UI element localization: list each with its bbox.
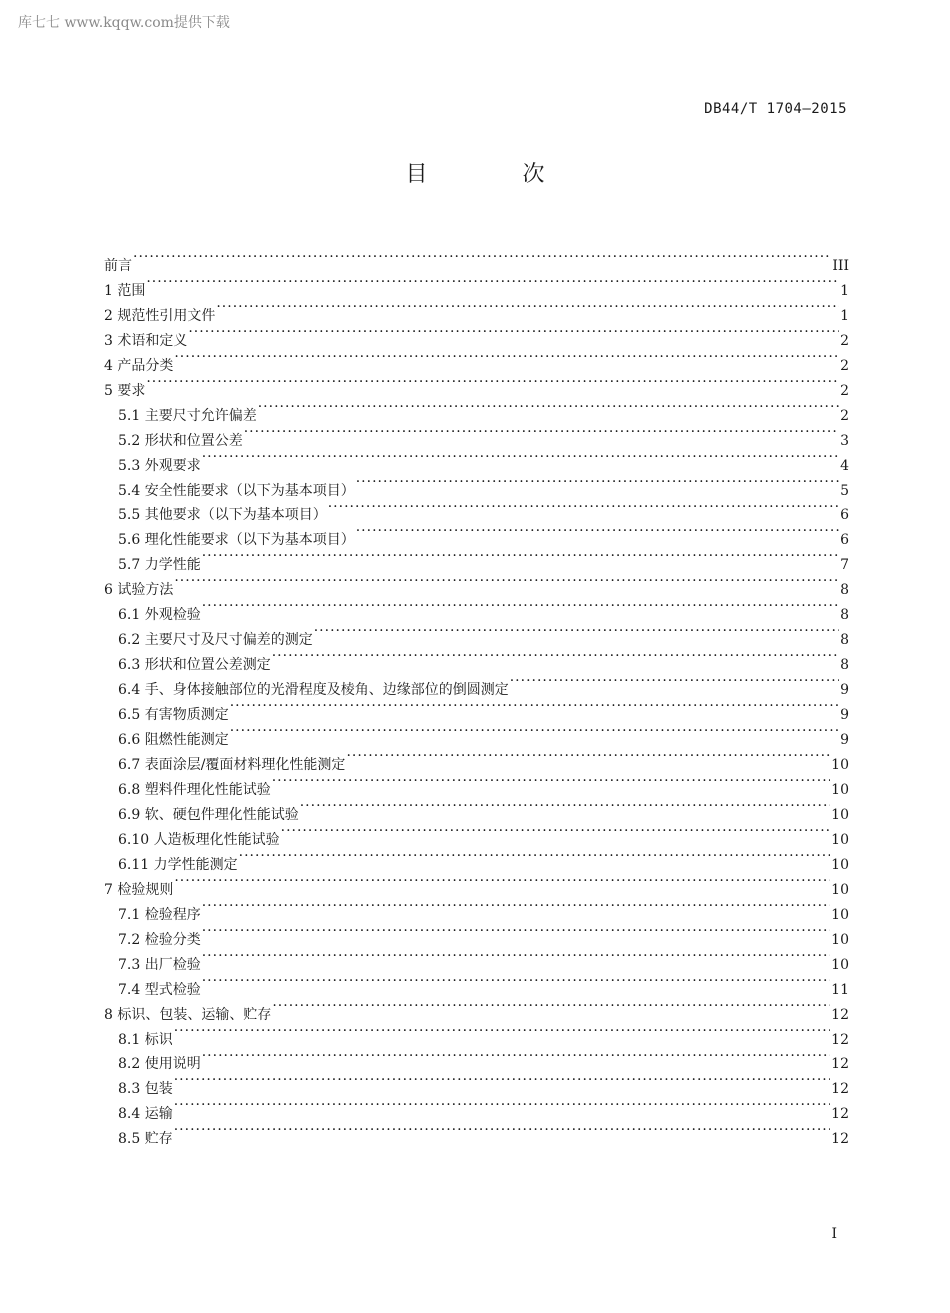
toc-entry[interactable] bbox=[104, 894, 849, 923]
toc-entry-page: 10 bbox=[831, 956, 849, 973]
toc-entry-label: 8 标识、包装、运输、贮存 bbox=[104, 1006, 272, 1023]
toc-entry[interactable] bbox=[104, 994, 849, 1023]
toc-entry[interactable] bbox=[104, 270, 849, 299]
toc-entry-page: 7 bbox=[840, 557, 849, 574]
toc-leader-dots bbox=[174, 1093, 830, 1118]
toc-leader-dots bbox=[202, 1044, 830, 1069]
toc-leader-dots bbox=[356, 470, 839, 495]
toc-entry-page: 9 bbox=[840, 682, 849, 699]
toc-entry-label: 6.1 外观检验 bbox=[118, 607, 201, 624]
toc-leader-dots bbox=[216, 295, 839, 320]
toc-entry-label: 5.1 主要尺寸允许偏差 bbox=[118, 407, 257, 424]
toc-leader-dots bbox=[188, 320, 839, 345]
toc-entry-label: 6.10 人造板理化性能试验 bbox=[118, 831, 280, 848]
toc-entry-label: 7.2 检验分类 bbox=[118, 931, 201, 948]
toc-entry-label: 5.7 力学性能 bbox=[118, 557, 201, 574]
toc-entry-label: 5.3 外观要求 bbox=[118, 457, 201, 474]
toc-entry-page: 12 bbox=[831, 1106, 849, 1123]
toc-entry-page: 8 bbox=[840, 607, 849, 624]
toc-entry-label: 6.7 表面涂层/覆面材料理化性能测定 bbox=[118, 757, 346, 774]
toc-leader-dots bbox=[146, 270, 839, 295]
toc-entry-label: 6 试验方法 bbox=[104, 582, 174, 599]
toc-entry-page: 2 bbox=[840, 382, 849, 399]
document-code: DB44/T 1704—2015 bbox=[704, 101, 847, 117]
toc-leader-dots bbox=[510, 669, 839, 694]
toc-entry[interactable] bbox=[104, 1044, 849, 1073]
toc-entry-label: 8.5 贮存 bbox=[118, 1131, 173, 1148]
toc-entry[interactable] bbox=[104, 370, 849, 399]
toc-entry-page: 10 bbox=[831, 781, 849, 798]
watermark-text: 库七七 www.kqqw.com提供下载 bbox=[18, 15, 230, 31]
toc-entry-page: 8 bbox=[840, 632, 849, 649]
toc-leader-dots bbox=[239, 844, 831, 869]
toc-entry[interactable] bbox=[104, 470, 849, 499]
toc-leader-dots bbox=[244, 420, 839, 445]
toc-leader-dots bbox=[328, 495, 839, 520]
table-of-contents bbox=[104, 245, 849, 1148]
toc-entry-page: 6 bbox=[840, 532, 849, 549]
toc-entry-page: 10 bbox=[831, 881, 849, 898]
toc-entry[interactable] bbox=[104, 619, 849, 649]
toc-entry[interactable] bbox=[104, 345, 849, 374]
toc-leader-dots bbox=[174, 1019, 830, 1044]
toc-entry-page: 2 bbox=[840, 407, 849, 424]
toc-entry[interactable] bbox=[104, 569, 849, 599]
toc-entry-label: 6.4 手、身体接触部位的光滑程度及棱角、边缘部位的倒圆测定 bbox=[118, 682, 509, 699]
toc-entry-label: 2 规范性引用文件 bbox=[104, 307, 216, 324]
toc-entry[interactable] bbox=[104, 1118, 849, 1148]
toc-entry-page: 2 bbox=[840, 357, 849, 374]
toc-entry-page: 10 bbox=[831, 757, 849, 774]
toc-leader-dots bbox=[146, 370, 839, 395]
toc-entry-page: 8 bbox=[840, 582, 849, 599]
page-number: I bbox=[831, 1226, 837, 1242]
toc-entry-label: 7.3 出厂检验 bbox=[118, 956, 201, 973]
toc-leader-dots bbox=[174, 1118, 830, 1143]
toc-entry-label: 5.5 其他要求（以下为基本项目） bbox=[118, 507, 327, 524]
toc-leader-dots bbox=[174, 345, 839, 370]
toc-leader-dots bbox=[202, 944, 830, 969]
toc-entry-label: 1 范围 bbox=[104, 282, 146, 299]
toc-entry-label: 7.1 检验程序 bbox=[118, 906, 201, 923]
toc-leader-dots bbox=[133, 245, 831, 270]
toc-leader-dots bbox=[346, 744, 830, 769]
toc-entry[interactable] bbox=[104, 1019, 849, 1048]
toc-entry-label: 3 术语和定义 bbox=[104, 332, 188, 349]
toc-leader-dots bbox=[202, 445, 839, 470]
toc-entry-label: 8.2 使用说明 bbox=[118, 1056, 201, 1073]
toc-leader-dots bbox=[272, 769, 830, 794]
toc-entry-label: 6.5 有害物质测定 bbox=[118, 707, 229, 724]
toc-entry-page: 10 bbox=[831, 931, 849, 948]
toc-entry-page: 6 bbox=[840, 507, 849, 524]
toc-entry-page: 5 bbox=[840, 482, 849, 499]
toc-entry-label: 前言 bbox=[104, 257, 132, 274]
toc-entry-page: 1 bbox=[840, 307, 849, 324]
toc-entry-page: 12 bbox=[831, 1006, 849, 1023]
toc-entry-label: 8.4 运输 bbox=[118, 1106, 173, 1123]
toc-leader-dots bbox=[202, 894, 830, 919]
toc-entry-label: 7 检验规则 bbox=[104, 881, 174, 898]
toc-entry-label: 5 要求 bbox=[104, 382, 146, 399]
toc-entry-page: 8 bbox=[840, 657, 849, 674]
toc-leader-dots bbox=[202, 544, 839, 569]
toc-entry-label: 4 产品分类 bbox=[104, 357, 174, 374]
toc-entry[interactable] bbox=[104, 245, 849, 274]
toc-leader-dots bbox=[258, 395, 839, 420]
toc-entry[interactable] bbox=[104, 295, 849, 324]
toc-leader-dots bbox=[272, 644, 839, 669]
toc-leader-dots bbox=[174, 569, 839, 594]
toc-entry-label: 5.6 理化性能要求（以下为基本项目） bbox=[118, 532, 355, 549]
toc-entry-page: 10 bbox=[831, 831, 849, 848]
toc-entry[interactable] bbox=[104, 395, 849, 424]
toc-entry-page: 10 bbox=[831, 856, 849, 873]
toc-leader-dots bbox=[314, 619, 839, 644]
toc-entry-page: 12 bbox=[831, 1081, 849, 1098]
toc-entry[interactable] bbox=[104, 869, 849, 898]
toc-entry-label: 6.6 阻燃性能测定 bbox=[118, 732, 229, 749]
toc-entry-label: 6.8 塑料件理化性能试验 bbox=[118, 781, 271, 798]
toc-entry-label: 5.4 安全性能要求（以下为基本项目） bbox=[118, 482, 355, 499]
toc-entry-page: 10 bbox=[831, 806, 849, 823]
toc-entry[interactable] bbox=[104, 320, 849, 349]
toc-entry-page: 10 bbox=[831, 906, 849, 923]
toc-entry[interactable] bbox=[104, 969, 849, 998]
toc-leader-dots bbox=[174, 869, 830, 894]
toc-entry[interactable] bbox=[104, 445, 849, 474]
toc-entry[interactable] bbox=[104, 919, 849, 948]
toc-entry-label: 8.1 标识 bbox=[118, 1031, 173, 1048]
toc-entry-label: 5.2 形状和位置公差 bbox=[118, 432, 243, 449]
toc-entry-page: 2 bbox=[840, 332, 849, 349]
toc-leader-dots bbox=[202, 969, 830, 994]
toc-entry-page: 12 bbox=[831, 1131, 849, 1148]
toc-leader-dots bbox=[202, 919, 830, 944]
toc-entry-page: 9 bbox=[840, 707, 849, 724]
toc-leader-dots bbox=[281, 819, 831, 844]
toc-entry-page: 4 bbox=[840, 457, 849, 474]
toc-entry[interactable] bbox=[104, 1093, 849, 1123]
toc-entry-page: 9 bbox=[840, 732, 849, 749]
toc-entry-page: 3 bbox=[840, 432, 849, 449]
toc-leader-dots bbox=[230, 719, 839, 744]
toc-entry-label: 7.4 型式检验 bbox=[118, 981, 201, 998]
toc-entry[interactable] bbox=[104, 1068, 849, 1098]
toc-entry[interactable] bbox=[104, 594, 849, 624]
toc-leader-dots bbox=[202, 594, 839, 619]
toc-leader-dots bbox=[174, 1068, 830, 1093]
toc-leader-dots bbox=[300, 794, 830, 819]
page-title: 目 次 bbox=[405, 162, 589, 187]
toc-entry-label: 6.11 力学性能测定 bbox=[118, 856, 238, 873]
toc-entry-page: 11 bbox=[831, 981, 849, 998]
toc-entry-page: 1 bbox=[840, 282, 849, 299]
toc-entry-label: 6.2 主要尺寸及尺寸偏差的测定 bbox=[118, 632, 313, 649]
toc-entry-label: 6.9 软、硬包件理化性能试验 bbox=[118, 806, 299, 823]
toc-leader-dots bbox=[230, 694, 839, 719]
toc-entry-page: 12 bbox=[831, 1056, 849, 1073]
toc-entry-page: 12 bbox=[831, 1031, 849, 1048]
toc-entry-label: 6.3 形状和位置公差测定 bbox=[118, 657, 271, 674]
toc-entry[interactable] bbox=[104, 544, 849, 574]
toc-entry-label: 8.3 包装 bbox=[118, 1081, 173, 1098]
toc-entry[interactable] bbox=[104, 944, 849, 973]
toc-leader-dots bbox=[356, 519, 839, 544]
toc-leader-dots bbox=[272, 994, 830, 1019]
toc-entry-page: III bbox=[832, 257, 849, 274]
